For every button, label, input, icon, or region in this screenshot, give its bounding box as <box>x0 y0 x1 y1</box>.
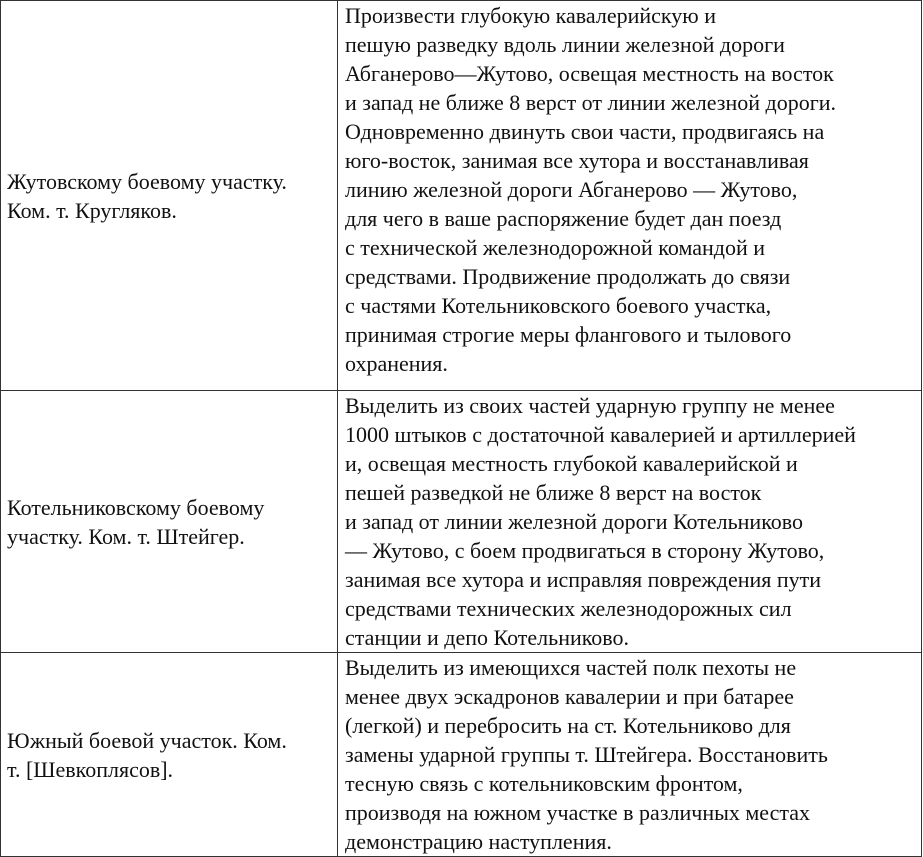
order-line: занимая все хутора и исправляя повреждения пути <box>345 567 822 592</box>
recipient-line: Ком. т. Кругляков. <box>7 197 177 223</box>
order-line: менее двух эскадронов кавалерии и при батарее <box>345 684 794 709</box>
order-line: юго-восток, занимая все хутора и восстанавливая <box>345 148 809 173</box>
order-line: 1000 штыков с достаточной кавалерией и артиллерией <box>345 422 856 447</box>
order-line: и, освещая местность глубокой кавалерийской и <box>345 451 798 476</box>
recipient-line: Котельниковскому боевому <box>7 494 265 520</box>
order-line: охранения. <box>345 351 448 376</box>
order-cell <box>338 653 922 857</box>
order-line: для чего в ваше распоряжение будет дан поезд <box>345 206 782 231</box>
order-line: и запад от линии железной дороги Котельниково <box>345 509 804 534</box>
recipient-line: участку. Ком. т. Штейгер. <box>7 523 245 549</box>
recipient-line: Жутовскому боевому участку. <box>7 168 287 194</box>
recipient-cell <box>1 653 338 857</box>
order-line: с технической железнодорожной командой и <box>345 235 765 260</box>
order-line: производя на южном участке в различных местах <box>345 800 811 825</box>
order-line: пешую разведку вдоль линии железной дороги <box>345 32 785 57</box>
order-line: Одновременно двинуть свои части, продвигаясь на <box>345 119 825 144</box>
order-line: (легкой) и перебросить на ст. Котельниково для <box>345 713 791 738</box>
order-line: Произвести глубокую кавалерийскую и <box>345 3 716 28</box>
order-line: пешей разведкой не ближе 8 верст на восток <box>345 480 762 505</box>
order-line: принимая строгие меры флангового и тылового <box>345 322 792 347</box>
order-line: средствами. Продвижение продолжать до связи <box>345 264 791 289</box>
order-line: Выделить из своих частей ударную группу не менее <box>345 393 835 418</box>
order-line: демонстрацию наступления. <box>345 829 612 854</box>
order-line: станции и депо Котельниково. <box>345 625 630 650</box>
order-line: линию железной дороги Абганерово — Жутово, <box>345 177 798 202</box>
recipient-cell <box>1 391 338 653</box>
recipient-cell <box>1 1 338 391</box>
recipient-line: Южный боевой участок. Ком. <box>7 727 287 753</box>
order-line: Выделить из имеющихся частей полк пехоты не <box>345 655 797 680</box>
order-line: — Жутово, с боем продвигаться в сторону Жутово, <box>345 538 825 563</box>
order-line: с частями Котельниковского боевого участка, <box>345 293 772 318</box>
order-line: средствами технических железнодорожных сил <box>345 596 792 621</box>
table-row <box>1 391 922 653</box>
order-line: и запад не ближе 8 верст от линии железной дороги. <box>345 90 836 115</box>
order-cell <box>338 391 922 653</box>
order-line: тесную связь с котельниковским фронтом, <box>345 771 743 796</box>
order-line: Абганерово—Жутово, освещая местность на восток <box>345 61 834 86</box>
order-cell <box>338 1 922 391</box>
table-row <box>1 1 922 391</box>
order-line: замены ударной группы т. Штейгера. Восстановить <box>345 742 828 767</box>
table-row <box>1 653 922 857</box>
recipient-line: т. [Шевкоплясов]. <box>7 756 174 782</box>
